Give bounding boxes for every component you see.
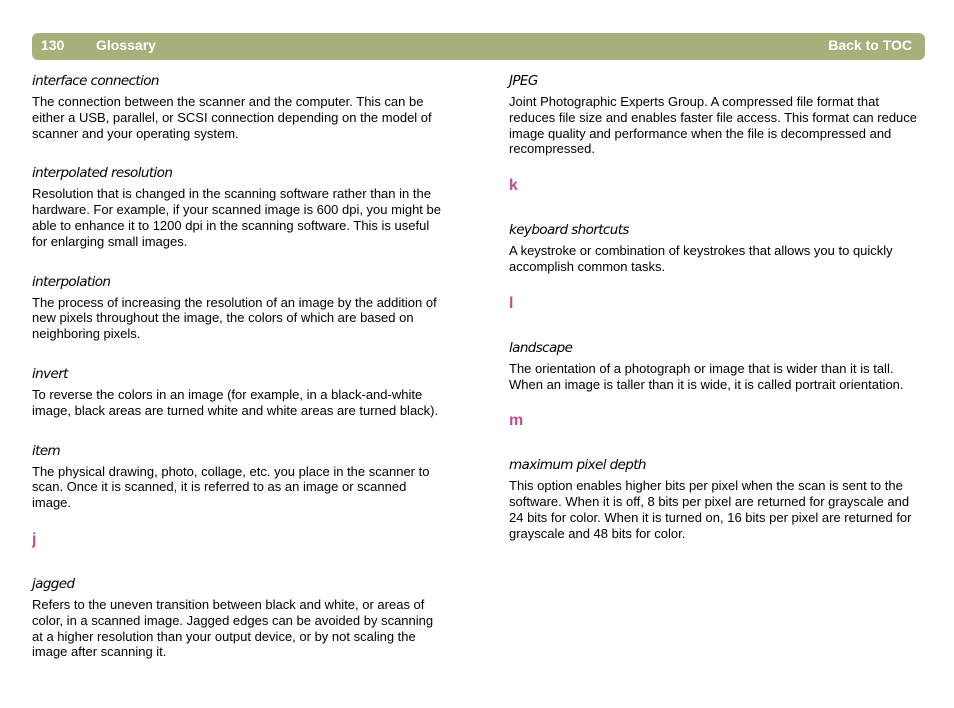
glossary-term-landscape: landscape xyxy=(509,339,573,356)
glossary-definition: Refers to the uneven transition between black and white, or areas of color, in a scanned image. Jagged edges can be avoided by scanning at a higher resolution than your output device, or by not scaling the image after scanning it. xyxy=(32,596,434,660)
glossary-definition: The orientation of a photograph or image that is wider than it is tall. When an image is taller than it is wide, it is called portrait orientation. xyxy=(509,360,904,392)
glossary-term-interpolation: interpolation xyxy=(32,273,111,290)
glossary-definition: The connection between the scanner and the computer. This can be either a USB, parallel, or SCSI connection depending on the model of scanner and your operating system. xyxy=(32,94,432,141)
glossary-term-item: item xyxy=(32,442,61,459)
glossary-term-invert: invert xyxy=(32,365,68,382)
glossary-term-maximum-pixel-depth: maximum pixel depth xyxy=(509,457,646,474)
glossary-term-jagged: jagged xyxy=(32,575,75,592)
letter-heading-m: m xyxy=(509,412,524,430)
glossary-definition: The physical drawing, photo, collage, etc. you place in the scanner to scan. Once it is scanned, it is referred to as an image or scanned image. xyxy=(32,463,430,511)
letter-heading-k: k xyxy=(509,177,518,195)
glossary-term-interpolated-resolution: interpolated resolution xyxy=(32,165,173,182)
left-column xyxy=(32,72,447,660)
letter-heading-j: j xyxy=(32,530,37,548)
section-title: Glossary xyxy=(96,37,156,53)
glossary-definition: The process of increasing the resolution of an image by the addition of new pixels throughout the image, the colors of which are based on neighboring pixels. xyxy=(32,294,437,342)
glossary-term-interface-connection: interface connection xyxy=(32,73,159,89)
glossary-term-keyboard-shortcuts: keyboard shortcuts xyxy=(509,222,629,239)
glossary-definition: To reverse the colors in an image (for example, in a black-and-white image, black areas are turned white and white areas are turned black). xyxy=(32,386,439,418)
page-header xyxy=(32,33,925,60)
letter-heading-l: l xyxy=(509,294,514,312)
glossary-definition: Resolution that is changed in the scanning software rather than in the hardware. For example, if your scanned image is 600 dpi, you might be able to enhance it to 1200 dpi in the scanning software. This is useful for enlarging small images. xyxy=(32,186,441,249)
glossary-definition: A keystroke or combination of keystrokes that allows you to quickly accomplish common tasks. xyxy=(509,243,893,274)
right-column xyxy=(509,72,924,542)
glossary-definition: Joint Photographic Experts Group. A compressed file format that reduces file size and enables faster file access. This format can reduce image quality and performance when the file is decompressed and recompressed. xyxy=(509,94,918,157)
glossary-term-jpeg: JPEG xyxy=(509,73,538,89)
back-to-toc-link[interactable]: Back to TOC xyxy=(828,37,912,53)
page-number: 130 xyxy=(41,37,65,53)
glossary-definition: This option enables higher bits per pixel when the scan is sent to the software. When it is off, 8 bits per pixel are returned for grayscale and 24 bits for color. When it is turned on, 16 bits per pixel are returned for grayscale and 48 bits for color. xyxy=(509,478,912,541)
